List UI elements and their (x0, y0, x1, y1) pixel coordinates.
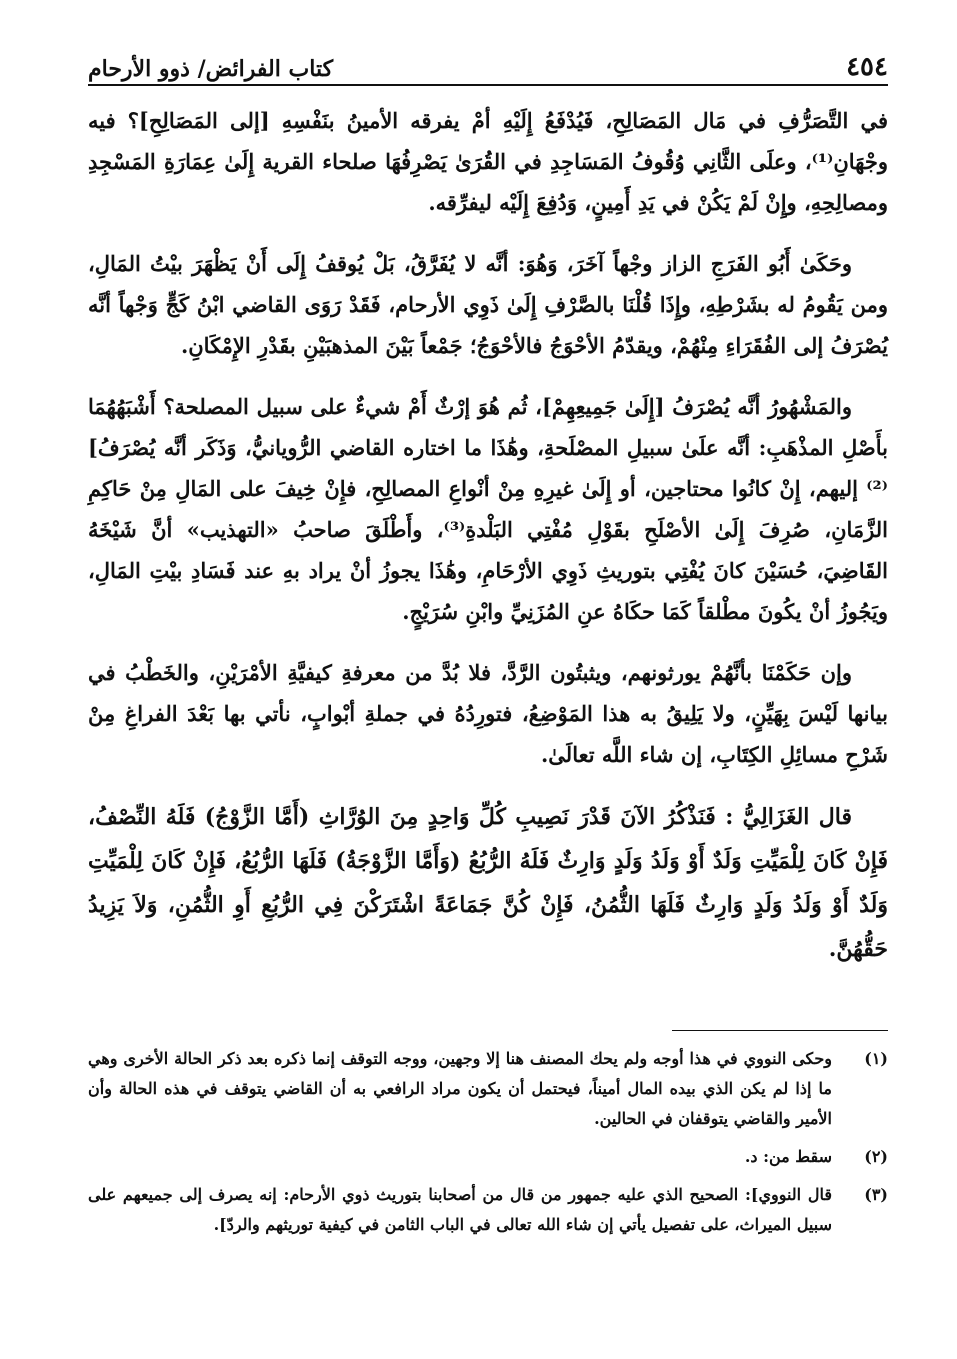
paragraph-1: في التَّصَرُّفِ في مَال المَصَالِحِ، فَيُدْفَعُ إِلَيْهِ أمْ يفرقه الأمينُ بنَفْسِهِ [إلى المَصَالِحِ]؟ فيه وجْهَانِ⁽¹⁾، وعلَى الثَّانِي وُقُوفُ المَسَاجِدِ في القُرَىٰ يَصْرِفُهَا صلحاء القرية إِلَىٰ عِمَارَةِ المَسْجِدِ ومصالِحِهِ، وإِنْ لَمْ يَكُنْ في يَدِ أَمِينٍ، وَدُفِعَ إِلَيْه ليفرِّقه. (88, 108, 888, 215)
running-title: كتاب الفرائض/ ذوو الأرحام (88, 56, 334, 82)
ghazali-quote (88, 795, 888, 971)
footnote-number: (٣) (864, 1185, 888, 1204)
footnote-number: (١) (864, 1049, 888, 1068)
footnote-1 (88, 1044, 888, 1134)
footnote-3 (88, 1180, 888, 1240)
footnote-text: قال النووي]: الصحيح الذي عليه جمهور من قال من أصحابنا بتوريث ذوي الأرحام: إنه يصرف إلى جميعهم على سبيل الميراث، على تفصيل يأتي إن شاء الله تعالى في الباب الثامن في كيفية توريثهم والردّ]. (88, 1185, 832, 1234)
header-rule (88, 84, 888, 86)
footnote-rule (672, 1030, 888, 1031)
paragraph-4: وإن حَكَمْنَا بأنَّهُمْ يورثونهم، ويثبتُون الرَّدَّ، فلا بُدَّ من معرفةِ كيفيَّةِ الأمْرَيْنِ، والخَطْبُ في بيانها لَيْسَ بِهَيِّنٍ، ولا يَلِيقُ به هذا المَوْضِعُ، فتورِدُهُ في جملةِ أبْوابٍ، نأتي بها بَعْدَ الفراغِ مِنْ شَرْحِ مسائِلِ الكِتَابِ، إن شاء اللَّه تعالَىٰ. (88, 660, 888, 767)
paragraph-2: وحَكَىٰ أَبُو الفَرَجِ الزاز وجْهاً آخَرَ، وَهُوَ: أنَّه لا يُفَرَّقُ، بَلْ يُوقفُ إِلَى أَنْ يَظْهَرَ بيْتُ المَالِ، ومن يَقُومُ له بشَرْطِهِ، وإِذَا قُلْنَا بالصَّرْفِ إِلَىٰ ذَوِي الأرحام، فَقَدْ رَوَى القاضي ابْنُ كَجٍّ وَجْهاً أنَّه يُصْرَفُ إلى الفُقَرَاءِ مِنْهُمْ، ويقدّمُ الأحْوَجُ فالأحْوَجُ؛ جَمْعاً بَيْنَ المذهبَيْنِ بقَدْرِ الإِمْكَانِ. (88, 251, 888, 358)
footnote-text: وحكى النووي في هذا أوجه ولم يحك المصنف هنا إلا وجهين، ووجه التوقف إنما ذكره بعد ذكر الحالة الأخرى وهي ما إذا لم يكن الذي بيده المال أميناً، فيحتمل أن يكون مراد الرافعي به أن القاضي يتوقف في هذه الحالة وأن الأمير والقاضي يتوقفان في الحالين. (88, 1049, 833, 1128)
paragraph-3: والمَشْهُورُ أنَّه يُصْرَفُ [إِلَىٰ جَمِيعِهِمْ]، ثُم هُوَ إرْثٌ أَمْ شيءٌ على سبيل المصلحة؟ أَشْبَهُهُمَا بأَصْلِ المذْهَبِ: أنَّه علَىٰ سبيلِ المصْلَحةِ، وهَٰذَا ما اختاره القاضي الرُّويانيُّ، وَذَكَر أنَّه يُصْرَفُ]⁽²⁾ إليهم، إِنْ كانُوا محتاجين، أو إِلَىٰ غيرِهِ مِنْ أنْواعِ المصالِحِ، فإِنْ خِيفَ على المَالِ مِنْ حَاكِمِ الزَّمَانِ، صُرِفَ إِلَىٰ الأصْلَحِ بقَوْلِ مُفْتِي البَلْدةِ⁽³⁾، وأَطْلَقَ صاحبُ «التهذيب» أنَّ شَيْخَهُ القَاضِيَ، حُسَيْنَ كانَ يُفْتِي بتوريثِ ذَوِي الأرْحَامِ، وهَٰذَا يجوزُ أنْ يراد بهِ عند فَسَادِ بيْتِ المَالِ، ويَجُوزُ أنْ يكُونَ مطْلقاً كَمَا حكَاهُ عنِ المُزَنِيِّ وابْنِ سُرَيْجٍ. (88, 394, 888, 624)
ghazali-lead: قال الغَزَالِيُّ : (725, 804, 852, 830)
page-header (88, 36, 888, 80)
footnote-text: سقط من: د. (744, 1147, 832, 1166)
footnote-number: (٢) (864, 1147, 888, 1166)
page-number: ٤٥٤ (846, 52, 888, 82)
footnote-2 (88, 1142, 888, 1172)
footnotes (88, 1044, 888, 1248)
main-text (88, 100, 888, 991)
ghazali-matn: فَنَذْكُرُ الآنَ قَدْرَ نَصِيبِ كُلِّ وَاحِدٍ مِنَ الوُرَّاثِ (أَمَّا الزَّوْجُ) فَلَهُ النِّصْفُ، فَإِنْ كَانَ لِلْمَيِّتِ وَلَدٌ أَوْ وَلَدُ وَلَدٍ وَارِثٌ فَلَهُ الرُّبُعُ (وَأَمَّا الزَّوْجَةُ) فَلَهَا الرُّبُعُ، فَإِنْ كَانَ لِلْمَيِّتِ وَلَدٌ أَوْ وَلَدُ وَلَدٍ وَارِثٌ فَلَهَا الثُّمُنُ، فَإِنْ كُنَّ جَمَاعَةً اشْتَرَكْنَ فِي الرُّبُعِ أَوِ الثُّمُنِ، وَلاَ يَزِيدُ حَقُّهُنَّ. (88, 804, 888, 962)
